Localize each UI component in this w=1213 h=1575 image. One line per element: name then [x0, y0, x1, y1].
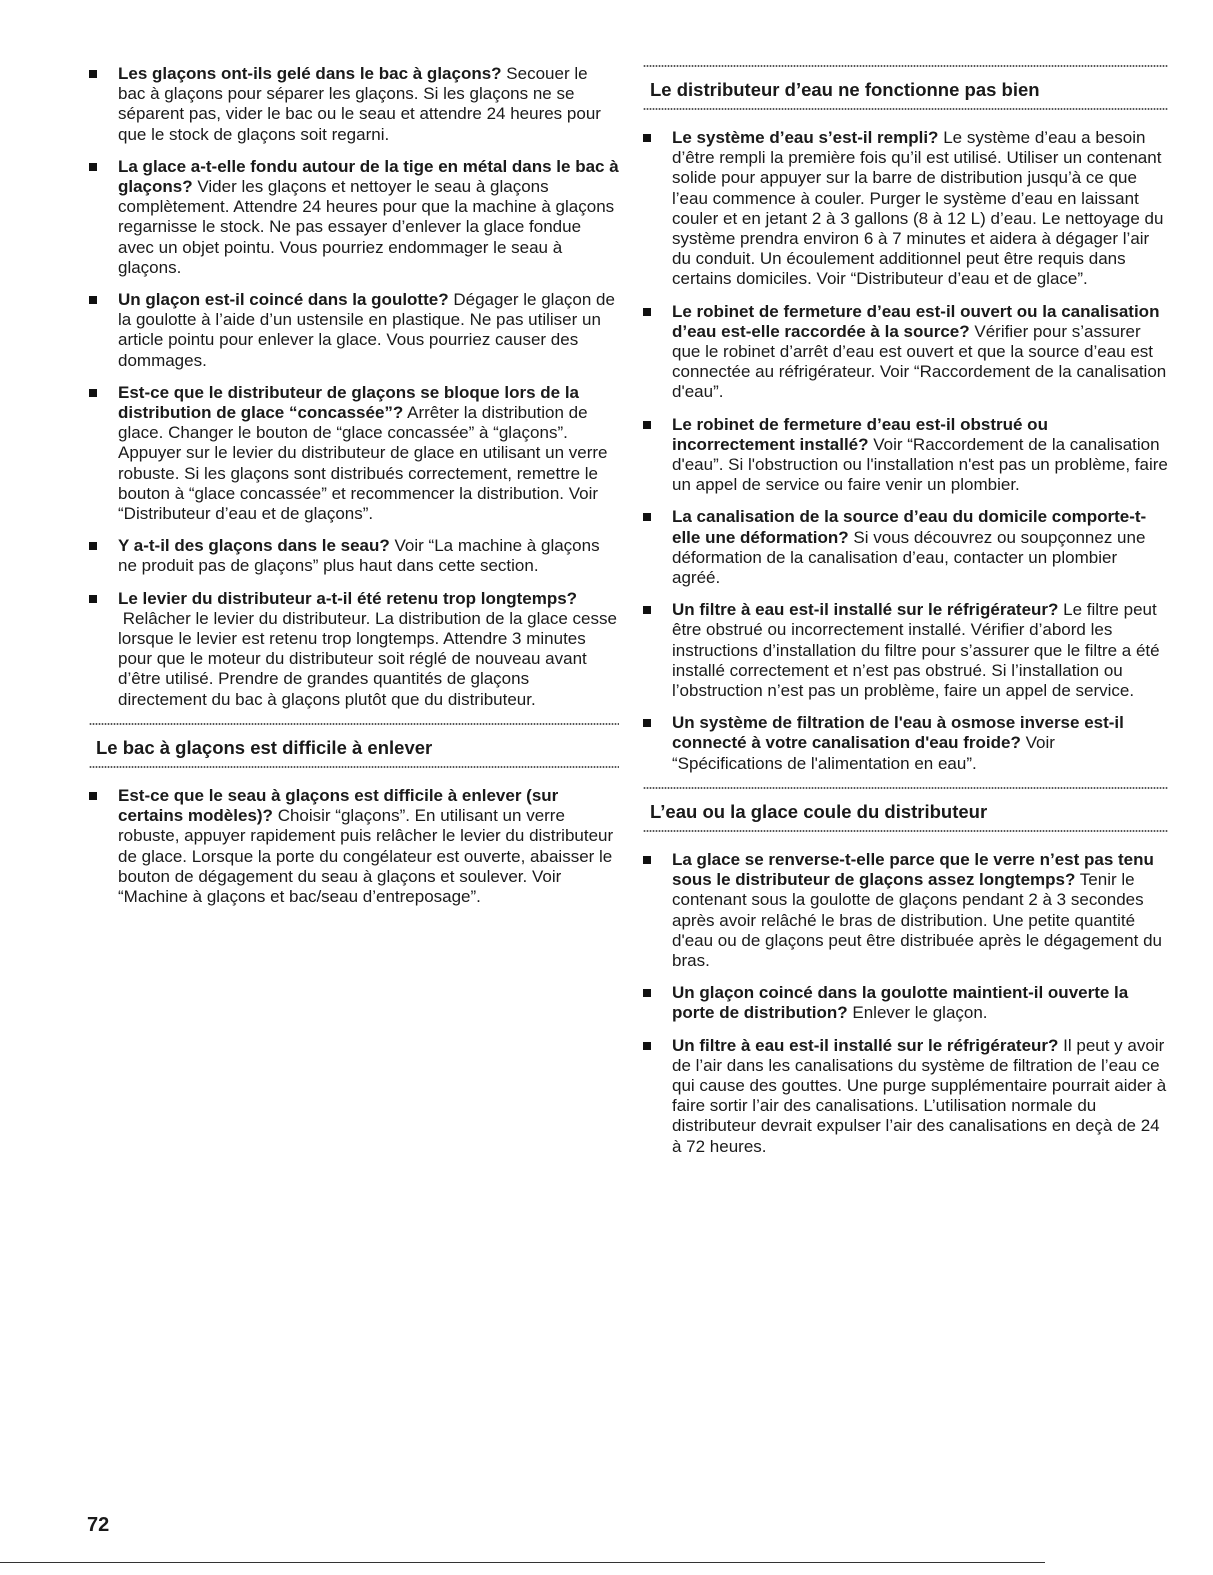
square-bullet-icon: [643, 421, 651, 429]
answer-text: Arrêter la distribution de glace. Changer le bouton de “glace concassée” à “glaçons”. Appuyer sur le levier du distributeur de glace en utilisant un verre robuste. Si les glaçons sont distribués correctement, remettre le bouton à “glace concassée” et recommencer la distribution. Voir “Distributeur d’eau et de glaçons”.: [118, 403, 608, 524]
dotted-rule: [643, 787, 1168, 789]
square-bullet-icon: [643, 719, 651, 727]
square-bullet-icon: [89, 296, 97, 304]
square-bullet-icon: [643, 856, 651, 864]
answer-text: Secouer le bac à glaçons pour séparer les glaçons. Si les glaçons ne se séparent pas, vider le bac ou le seau et attendre 24 heures pour que le stock de glaçons soit regarni.: [118, 64, 601, 144]
list-item: [89, 589, 619, 710]
list-item: [89, 786, 619, 907]
answer-text: Voir “Raccordement de la canalisation d'eau”. Si l'obstruction ou l'installation n'est pas un problème, faire un appel de service ou faire venir un plombier.: [672, 434, 1168, 495]
list-item: [643, 128, 1168, 290]
bullet-list: [643, 850, 1168, 1157]
answer-text: Si vous découvrez ou soupçonnez une déformation de la canalisation d’eau, contacter un plombier agréé.: [672, 527, 1146, 588]
bullet-list: [89, 786, 619, 907]
dotted-rule: [643, 830, 1168, 832]
dotted-rule: [643, 65, 1168, 67]
square-bullet-icon: [643, 513, 651, 521]
square-bullet-icon: [89, 595, 97, 603]
dotted-rule: [643, 108, 1168, 110]
answer-text: Choisir “glaçons”. En utilisant un verre robuste, appuyer rapidement puis relâcher le levier du distributeur de glace. Lorsque la porte du congélateur est ouverte, abaisser le bouton de dégagement du seau à glaçons et soulever. Voir “Machine à glaçons et bac/seau d’entreposage”.: [118, 806, 614, 906]
section-header: [643, 786, 1168, 833]
question-text: Un système de filtration de l'eau à osmose inverse est-il connecté à votre canalisation d'eau froide?: [672, 713, 1124, 753]
list-item: [89, 383, 619, 524]
list-item: [643, 600, 1168, 701]
question-text: Un filtre à eau est-il installé sur le réfrigérateur?: [672, 600, 1059, 620]
question-text: Un filtre à eau est-il installé sur le réfrigérateur?: [672, 1035, 1059, 1055]
bullet-list: [89, 64, 619, 710]
question-text: Le robinet de fermeture d’eau est-il obstrué ou incorrectement installé?: [672, 414, 1048, 454]
square-bullet-icon: [643, 308, 651, 316]
square-bullet-icon: [89, 70, 97, 78]
square-bullet-icon: [643, 606, 651, 614]
square-bullet-icon: [89, 389, 97, 397]
section-header: [89, 722, 619, 769]
question-text: La glace a-t-elle fondu autour de la tige en métal dans le bac à glaçons?: [118, 156, 619, 197]
list-item: [643, 983, 1168, 1023]
answer-text: Il peut y avoir de l’air dans les canalisations du système de filtration de l’eau ce qui cause des gouttes. Une purge supplémentaire pourrait aider à faire sortir l’air des canalisations. L’utilisation normale du distributeur devrait expulser l’air des canalisations en deçà de 24 à 72 heures.: [672, 1035, 1167, 1156]
page-number: 72: [87, 1514, 110, 1536]
list-item: [643, 507, 1168, 588]
list-item: [89, 64, 619, 145]
list-item: [643, 415, 1168, 496]
question-text: Le système d’eau s’est-il rempli?: [672, 128, 939, 147]
answer-text: Voir “La machine à glaçons ne produit pas de glaçons” plus haut dans cette section.: [118, 536, 600, 576]
question-text: Est-ce que le seau à glaçons est difficile à enlever (sur certains modèles)?: [118, 785, 559, 826]
square-bullet-icon: [89, 542, 97, 550]
square-bullet-icon: [89, 163, 97, 171]
footer-rule: [0, 1562, 1045, 1563]
square-bullet-icon: [643, 989, 651, 997]
left-column: [89, 0, 619, 919]
answer-text: Le système d’eau a besoin d’être rempli la première fois qu’il est utilisé. Utiliser un contenant solide pour appuyer sur la barre de distribution jusqu’à ce que l’eau commence à couler. Purger le système d’eau en laissant couler et en jetant 2 à 3 gallons (8 à 12 L) d’eau. Le nettoyage du système prendra environ 6 à 7 minutes et aidera à dégager l’air du conduit. Un écoulement additionnel peut être requis dans certains domiciles. Voir “Distributeur d’eau et de glace”.: [672, 128, 1164, 289]
square-bullet-icon: [643, 134, 651, 142]
section-title: Le distributeur d’eau ne fonctionne pas bien: [650, 79, 1040, 100]
question-text: Les glaçons ont-ils gelé dans le bac à glaçons?: [118, 64, 502, 83]
answer-text: Vérifier pour s’assurer que le robinet d’arrêt d’eau est ouvert et que la source d’eau est connectée au réfrigérateur. Voir “Raccordement de la canalisation d'eau”.: [672, 321, 1167, 402]
list-item: [643, 1036, 1168, 1157]
answer-text: Le filtre peut être obstrué ou incorrectement installé. Vérifier d’abord les instructions d’installation du filtre pour s’assurer que le filtre a été installé correctement et n’est pas obstrué. Si l’installation ou l’obstruction n’est pas un problème, faire un appel de service.: [672, 600, 1160, 701]
section-title: L’eau ou la glace coule du distributeur: [650, 800, 988, 822]
question-text: Un glaçon est-il coincé dans la goulotte?: [118, 290, 449, 310]
right-column: [643, 0, 1168, 1169]
list-item: [643, 850, 1168, 971]
question-text: Le robinet de fermeture d’eau est-il ouvert ou la canalisation d’eau est-elle raccordée à la source?: [672, 301, 1160, 341]
question-text: La glace se renverse-t-elle parce que le verre n’est pas tenu sous le distributeur de glaçons assez longtemps?: [672, 849, 1154, 890]
square-bullet-icon: [643, 1042, 651, 1050]
question-text: Un glaçon coincé dans la goulotte maintient-il ouverte la porte de distribution?: [672, 983, 1129, 1023]
list-item: [89, 536, 619, 576]
answer-text: Voir “Spécifications de l'alimentation en eau”.: [672, 733, 1055, 773]
list-item: [89, 157, 619, 278]
answer-text: Tenir le contenant sous la goulotte de glaçons pendant 2 à 3 secondes après avoir relâché le bras de distribution. Une petite quantité d'eau ou de glaçons peut être distribuée après le dégagement du bras.: [672, 870, 1162, 970]
bullet-list: [643, 128, 1168, 774]
answer-text: Enlever le glaçon.: [852, 1003, 988, 1023]
question-text: La canalisation de la source d’eau du domicile comporte-t-elle une déformation?: [672, 507, 1147, 547]
question-text: Est-ce que le distributeur de glaçons se bloque lors de la distribution de glace “concassée”?: [118, 382, 580, 423]
list-item: [643, 302, 1168, 403]
dotted-rule: [89, 723, 619, 725]
answer-text: Vider les glaçons et nettoyer le seau à glaçons complètement. Attendre 24 heures pour que la machine à glaçons regarnisse le stock. Ne pas essayer d’enlever la glace fondue avec un objet pointu. Vous pourriez endommager le seau à glaçons.: [118, 177, 615, 277]
section-title: Le bac à glaçons est difficile à enlever: [96, 736, 433, 758]
question-text: Le levier du distributeur a-t-il été retenu trop longtemps?: [118, 588, 578, 608]
list-item: [89, 290, 619, 371]
answer-text: Dégager le glaçon de la goulotte à l’aide d’un ustensile en plastique. Ne pas utiliser un article pointu pour enlever la glace. Vous pourriez causer des dommages.: [118, 290, 615, 370]
list-item: [643, 713, 1168, 774]
answer-text: Relâcher le levier du distributeur. La distribution de la glace cesse lorsque le levier est retenu trop longtemps. Attendre 3 minutes pour que le moteur du distributeur soit réglé de nouveau avant d’être utilisé. Prendre de grandes quantités de glaçons directement du bac à glaçons plutôt que du distributeur.: [118, 608, 617, 709]
dotted-rule: [89, 766, 619, 768]
square-bullet-icon: [89, 792, 97, 800]
section-header: [643, 64, 1168, 111]
question-text: Y a-t-il des glaçons dans le seau?: [118, 536, 390, 556]
